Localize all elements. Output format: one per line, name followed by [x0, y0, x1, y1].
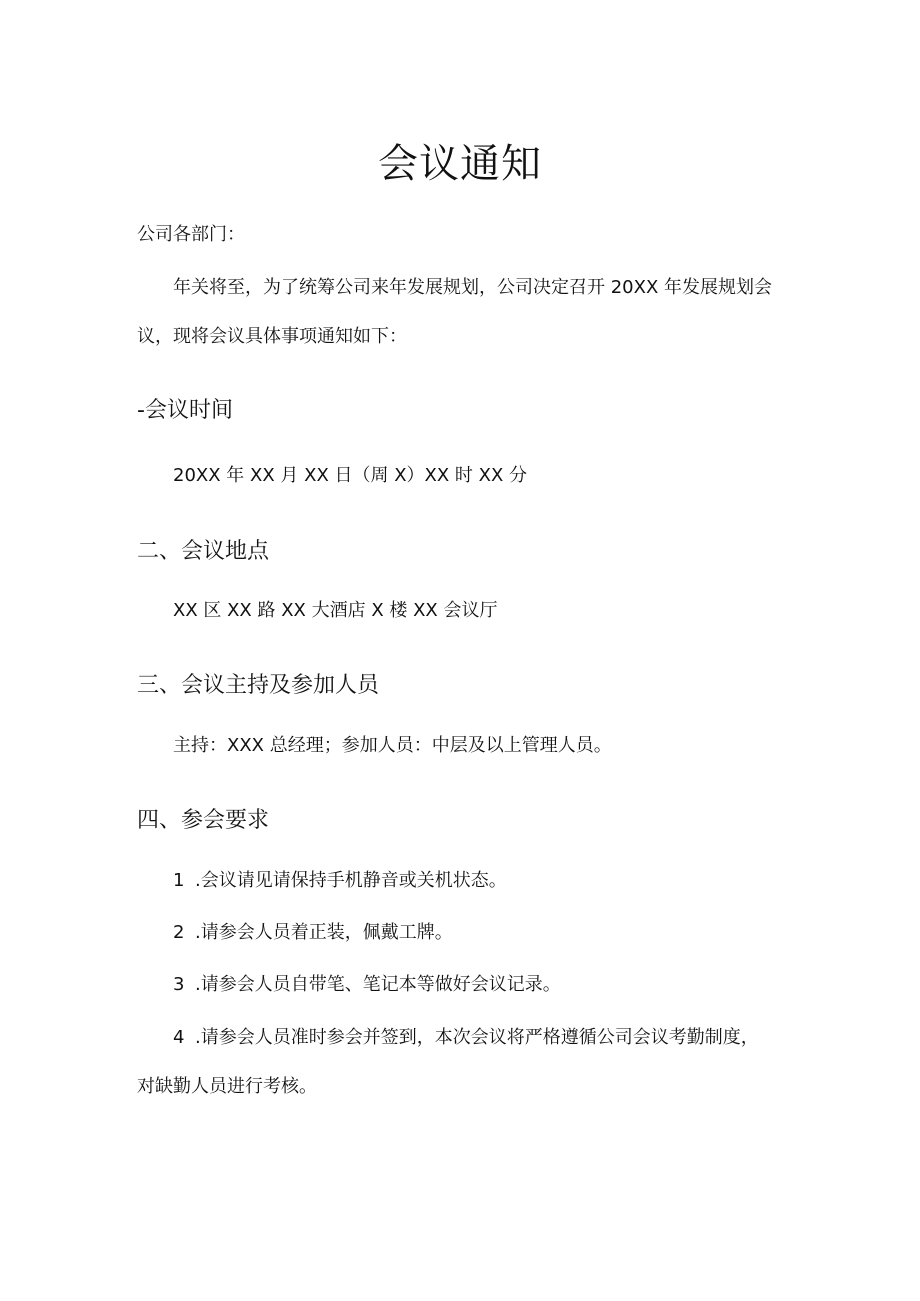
salutation: 公司各部门：: [137, 224, 245, 245]
requirement-text: .会议请见请保持手机静音或关机状态。: [195, 870, 507, 891]
section-heading-time: -会议时间: [137, 398, 233, 423]
requirement-item: [173, 972, 561, 998]
requirement-item: [173, 868, 507, 894]
intro-line-2: 议，现将会议具体事项通知如下：: [137, 326, 407, 347]
requirement-item: [173, 1025, 759, 1051]
requirement-number: 3: [173, 974, 185, 995]
section-heading-attendees: 三、会议主持及参加人员: [137, 673, 380, 698]
intro-line-1: 年关将至，为了统筹公司来年发展规划，公司决定召开 20XX 年发展规划会: [173, 277, 773, 298]
requirement-number: 1: [173, 870, 185, 891]
requirement-text: .请参会人员自带笔、笔记本等做好会议记录。: [195, 974, 561, 995]
requirement-item: [173, 920, 453, 946]
section-content-time: 20XX 年 XX 月 XX 日（周 X）XX 时 XX 分: [173, 465, 528, 486]
requirement-4-continuation: 对缺勤人员进行考核。: [137, 1076, 317, 1097]
document-title: 会议通知: [378, 141, 542, 187]
requirement-text: .请参会人员准时参会并签到，本次会议将严格遵循公司会议考勤制度，: [195, 1027, 759, 1048]
requirement-number: 4: [173, 1027, 185, 1048]
section-content-attendees: 主持：XXX 总经理；参加人员：中层及以上管理人员。: [173, 735, 612, 756]
requirement-text: .请参会人员着正装，佩戴工牌。: [195, 922, 453, 943]
section-heading-requirements: 四、参会要求: [137, 808, 270, 833]
section-heading-location: 二、会议地点: [137, 539, 270, 564]
section-content-location: XX 区 XX 路 XX 大酒店 X 楼 XX 会议厅: [173, 600, 498, 621]
requirement-number: 2: [173, 922, 185, 943]
